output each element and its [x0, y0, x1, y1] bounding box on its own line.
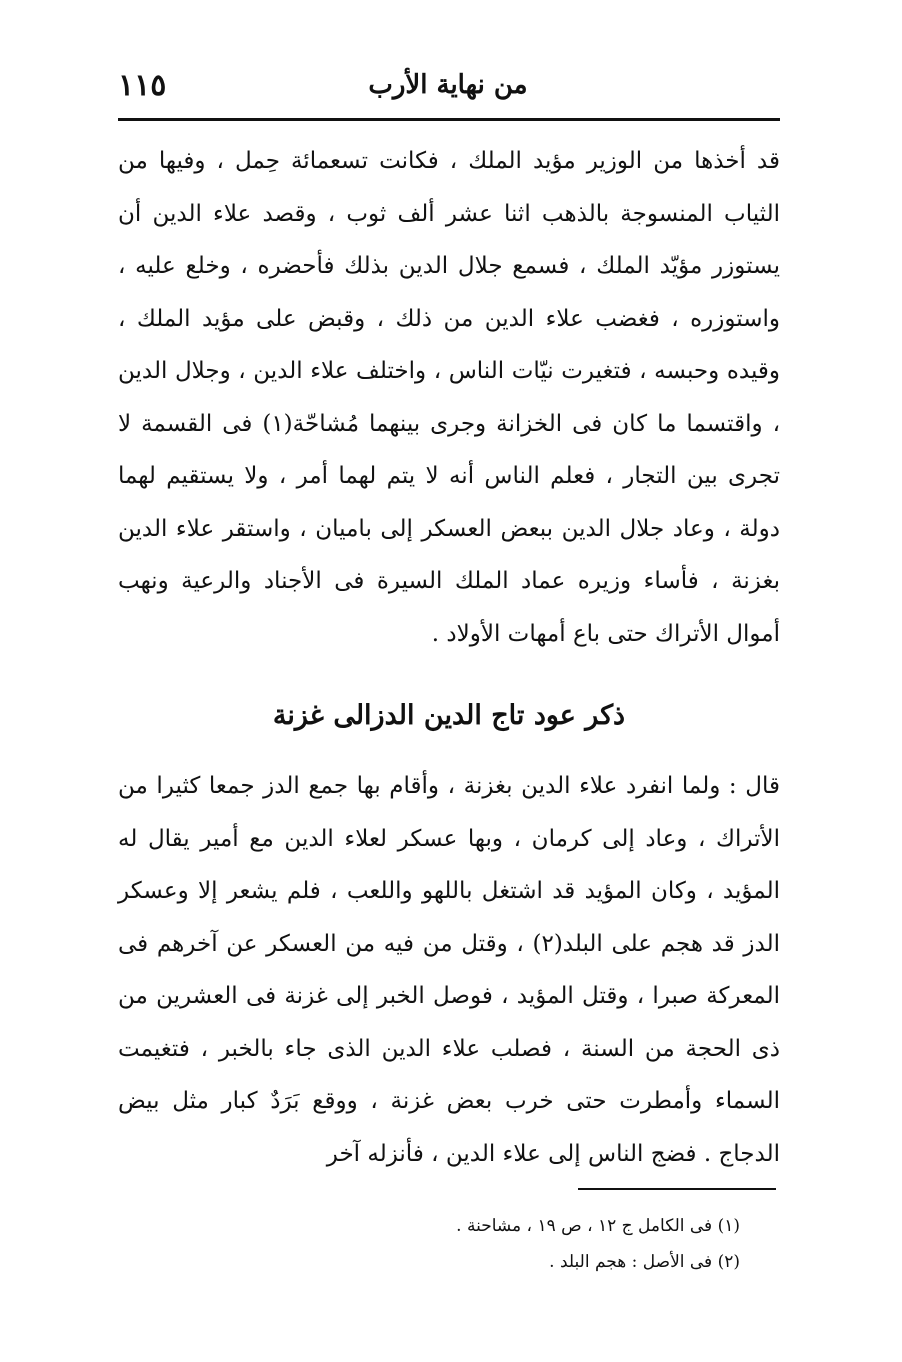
body-paragraph-1: قد أخذها من الوزير مؤيد الملك ، فكانت تسعمائة حِمل ، وفيها من الثياب المنسوجة بالذهب اثنا عشر ألف ثوب ، وقصد علاء الدين أن يستوزر مؤيّد الملك ، فسمع جلال الدين بذلك فأحضره ، وخلع عليه ، واستوزره ، فغضب علاء الدين من ذلك ، وقبض على مؤيد الملك ، وقيده وحبسه ، فتغيرت نيّات الناس ، واختلف علاء الدين ، وجلال الدين ، واقتسما ما كان فى الخزانة وجرى بينهما مُشاحّة(١) فى القسمة لا تجرى بين التجار ، فعلم الناس أنه لا يتم لهما أمر ، ولا يستقيم لهما دولة ، وعاد جلال الدين ببعض العسكر إلى باميان ، واستقر علاء الدين بغزنة ، فأساء وزيره عماد الملك السيرة فى الأجناد والرعية ونهب أموال الأتراك حتى باع أمهات الأولاد . — [118, 148, 780, 647]
footnote-1: (١) فى الكامل ج ١٢ ، ص ١٩ ، مشاحنة . — [456, 1216, 740, 1236]
footnote-2: (٢) فى الأصل : هجم البلد . — [549, 1252, 740, 1272]
running-title: من نهاية الأرب — [368, 70, 528, 100]
footnotes — [118, 1208, 740, 1280]
section-heading: ذكر عود تاج الدين الدزالى غزنة — [272, 700, 626, 731]
page-header — [118, 68, 778, 108]
body-paragraph-2: قال : ولما انفرد علاء الدين بغزنة ، وأقام بها جمع الدز جمعا كثيرا من الأتراك ، وعاد إلى كرمان ، وبها عسكر لعلاء الدين مع أمير يقال له المؤيد ، وكان المؤيد قد اشتغل باللهو واللعب ، فلم يشعر إلا وعسكر الدز قد هجم على البلد(٢) ، وقتل من فيه من العسكر عن آخرهم فى المعركة صبرا ، وقتل المؤيد ، فوصل الخبر إلى غزنة فى العشرين من ذى الحجة من السنة ، فصلب علاء الدين الذى جاء بالخبر ، فتغيمت السماء وأمطرت حتى خرب بعض غزنة ، ووقع بَرَدٌ كبار مثل بيض الدجاج . فضج الناس إلى علاء الدين ، فأنزله آخر — [118, 773, 780, 1167]
page-number: ١١٥ — [118, 68, 167, 103]
footnote-divider — [578, 1188, 776, 1190]
header-divider — [118, 118, 780, 121]
